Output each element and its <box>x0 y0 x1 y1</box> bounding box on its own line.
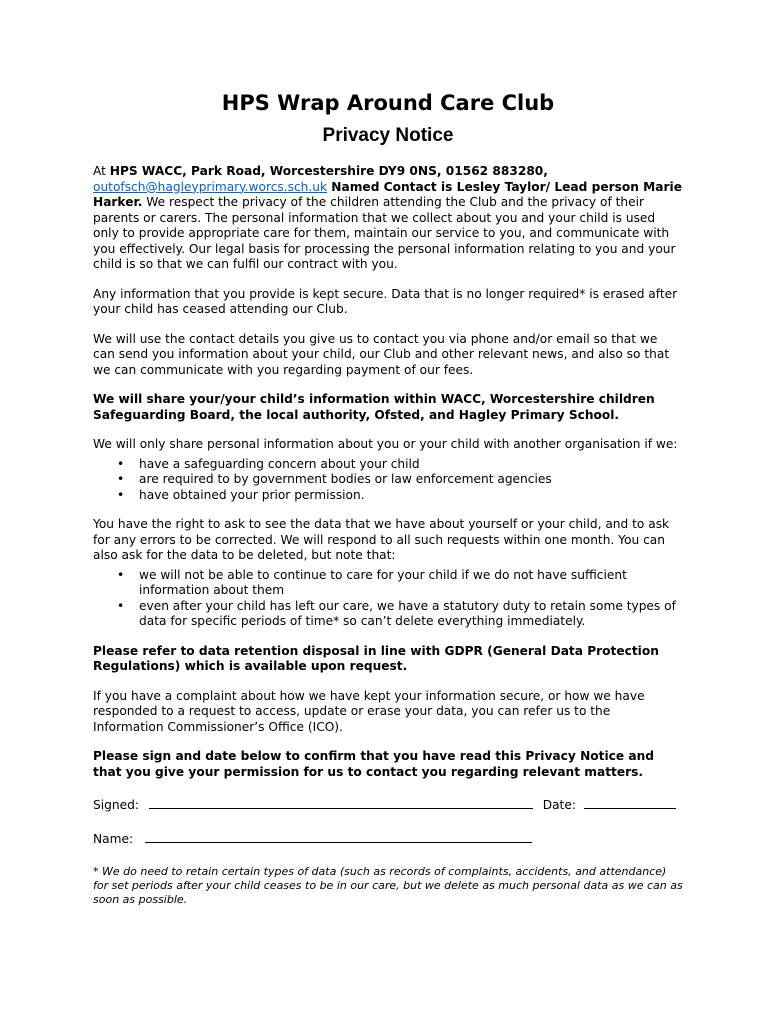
signed-label: Signed: <box>93 798 139 812</box>
document-subtitle: Privacy Notice <box>322 125 454 146</box>
rights-paragraph: You have the right to ask to see the data that we have about yourself or your child, and to ask for any errors to be corrected. We will respond to all such requests within one month. You can also ask for the data to be deleted, but note that: <box>93 517 670 562</box>
secure-paragraph: Any information that you provide is kept secure. Data that is no longer required* is erased after your child has ceased attending our Club. <box>93 286 678 316</box>
email-link[interactable]: outofsch@hagleyprimary.worcs.sch.uk <box>93 179 328 194</box>
contact-paragraph: We will use the contact details you give us to contact you via phone and/or email so that we can send you information about your child, our Club and other relevant news, and also so that we can communicate with you regarding payment of our fees. <box>93 331 670 377</box>
rights-list <box>93 568 683 630</box>
footnote: * We do need to retain certain types of data (such as records of complaints, accidents, and attendance) for set periods after your child ceases to be in our care, but we delete as much personal data as we can as soon as possible. <box>93 865 683 906</box>
named-contact: Named Contact is Lesley Taylor/ Lead person Marie Harker. <box>93 179 682 209</box>
name-field[interactable] <box>145 830 532 843</box>
intro-body: We respect the privacy of the children attending the Club and the privacy of their parents or carers. The personal information that we collect about you and your child is used only to provide appropriate care for them, maintain our service to you, and communicate with you effectively. Our legal basis for processing the personal information relating to you and your child is so that we can fulfil our contract with you. <box>93 195 676 271</box>
retention-paragraph: Please refer to data retention disposal in line with GDPR (General Data Protection Regulations) which is available upon request. <box>93 643 659 673</box>
list-item: • are required to by government bodies or law enforcement agencies <box>139 472 683 488</box>
intro-lead: At <box>93 164 110 178</box>
list-item: • have obtained your prior permission. <box>139 488 683 504</box>
complaint-paragraph: If you have a complaint about how we have kept your information secure, or how we have responded to a request to access, update or erase your data, you can refer us to the Information Commissioner’s Office (ICO). <box>93 688 645 734</box>
document-page <box>93 90 683 907</box>
signature-field[interactable] <box>149 796 533 809</box>
share-list <box>93 457 683 504</box>
club-address: HPS WACC, Park Road, Worcestershire DY9 0NS, 01562 883280, <box>109 164 548 178</box>
list-item: • even after your child has left our care, we have a statutory duty to retain some types of data for specific periods of time* so can’t delete everything immediately. <box>139 599 683 630</box>
list-item: • we will not be able to continue to care for your child if we do not have sufficient information about them <box>139 568 683 599</box>
document-title: HPS Wrap Around Care Club <box>221 91 555 115</box>
list-item: • have a safeguarding concern about your child <box>139 457 683 473</box>
share-paragraph: We will share your/your child’s information within WACC, Worcestershire children Safeguarding Board, the local authority, Ofsted, and Hagley Primary School. <box>93 392 655 422</box>
signature-row <box>93 796 683 814</box>
date-label: Date: <box>542 798 576 812</box>
name-label: Name: <box>93 831 134 846</box>
intro-paragraph <box>93 164 683 273</box>
sign-paragraph: Please sign and date below to confirm that you have read this Privacy Notice and that you give your permission for us to contact you regarding relevant matters. <box>93 749 654 779</box>
date-field[interactable] <box>584 796 676 809</box>
name-row <box>93 830 683 848</box>
only-share-paragraph: We will only share personal information about you or your child with another organisation if we: <box>93 437 678 451</box>
